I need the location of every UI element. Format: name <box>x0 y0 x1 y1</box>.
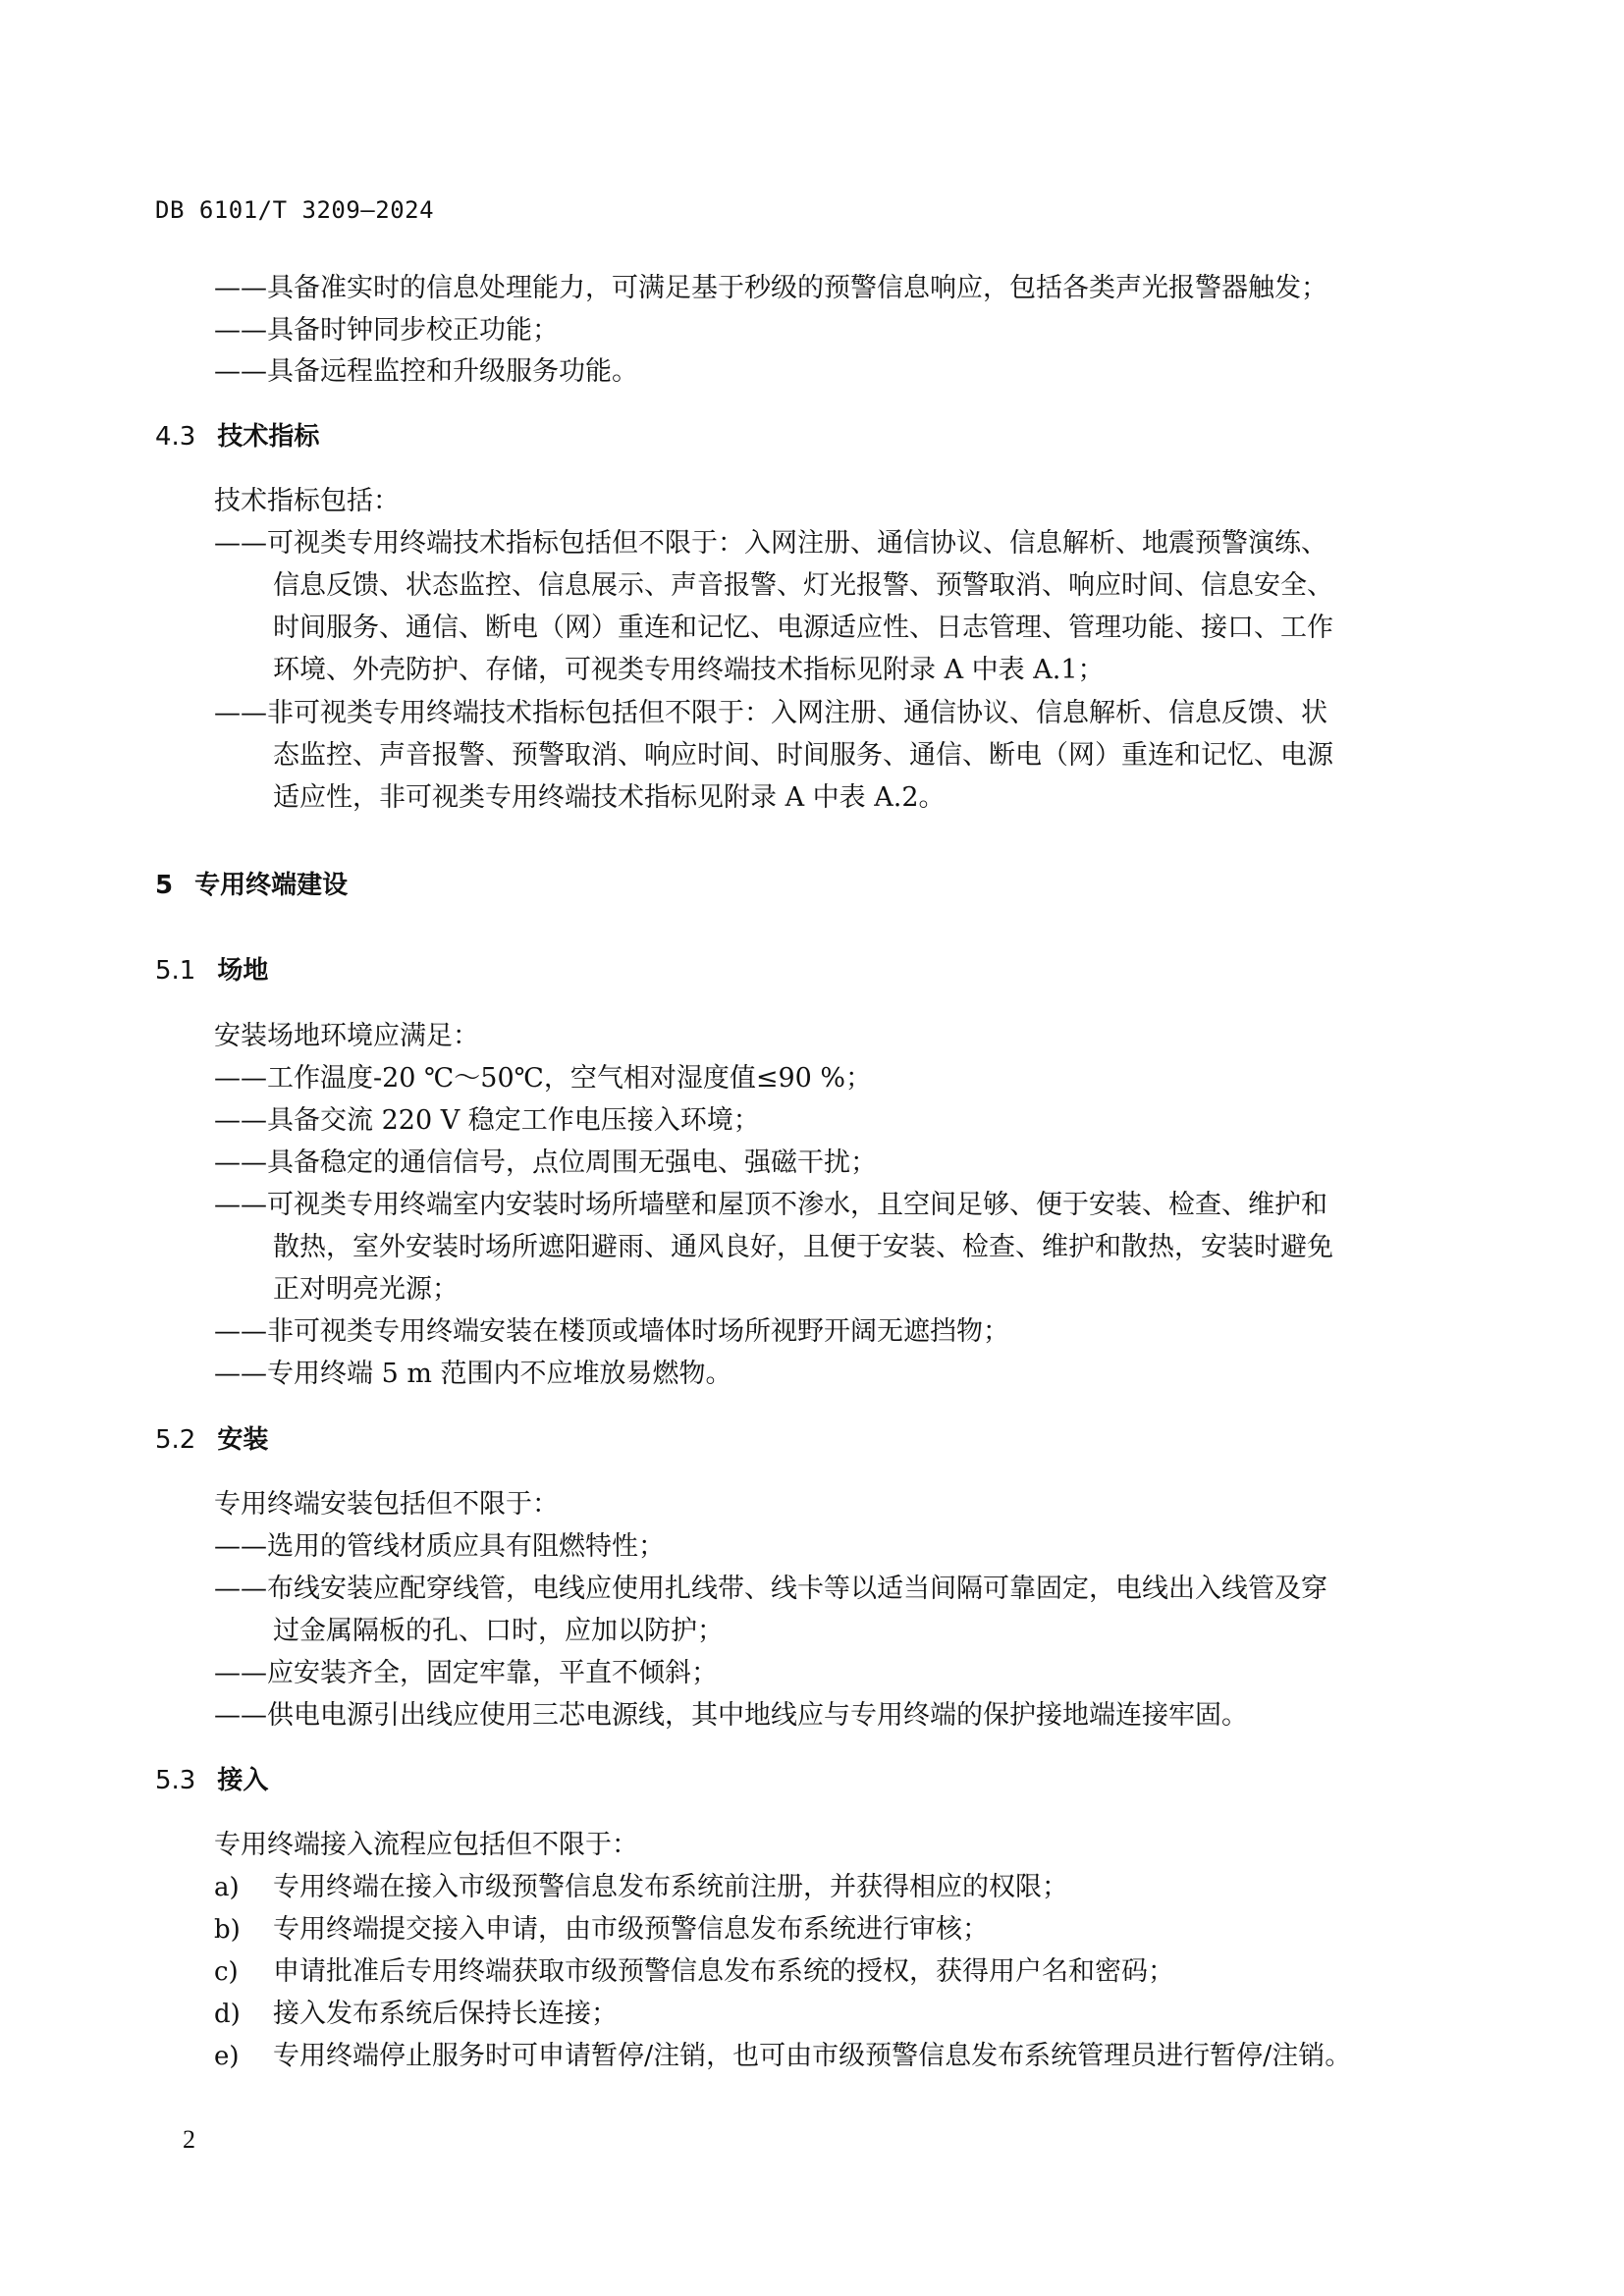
section-number: 5.2 <box>155 1425 196 1455</box>
list-item: ——专用终端 5 m 范围内不应堆放易燃物。 <box>214 1359 732 1389</box>
list-item: ——具备远程监控和升级服务功能。 <box>214 356 638 387</box>
list-item: 专用终端在接入市级预警信息发布系统前注册，并获得相应的权限； <box>273 1872 1068 1902</box>
list-item: ——可视类专用终端技术指标包括但不限于：入网注册、通信协议、信息解析、地震预警演练、 <box>214 528 1327 559</box>
section-heading-5 <box>155 864 348 907</box>
list-item-label: b) <box>214 1915 241 1945</box>
section-title: 接入 <box>217 1766 269 1795</box>
list-item-label: d) <box>214 2000 241 2029</box>
section-title: 场地 <box>217 956 269 986</box>
list-item: ——布线安装应配穿线管，电线应使用扎线带、线卡等以适当间隔可靠固定，电线出入线管及穿 <box>214 1574 1327 1604</box>
list-item-continuation: 适应性，非可视类专用终端技术指标见附录 A 中表 A.2。 <box>273 782 946 813</box>
list-item-continuation: 信息反馈、状态监控、信息展示、声音报警、灯光报警、预警取消、响应时间、信息安全、 <box>273 570 1333 601</box>
section-number: 5.3 <box>155 1766 196 1795</box>
list-item: 专用终端提交接入申请，由市级预警信息发布系统进行审核； <box>273 1914 989 1945</box>
section-heading-5-1 <box>155 949 268 992</box>
section-title: 安装 <box>217 1425 269 1455</box>
section-heading-5-2 <box>155 1418 268 1462</box>
section-number: 5.1 <box>155 956 196 986</box>
list-item: 专用终端停止服务时可申请暂停/注销，也可由市级预警信息发布系统管理员进行暂停/注销。 <box>273 2041 1352 2071</box>
section-number: 5 <box>155 871 174 900</box>
section-number: 4.3 <box>155 422 196 452</box>
list-item-label: e) <box>214 2042 240 2071</box>
list-item: ——具备稳定的通信信号，点位周围无强电、强磁干扰； <box>214 1148 877 1178</box>
list-item-label: a) <box>214 1873 240 1902</box>
paragraph-intro: 专用终端安装包括但不限于： <box>214 1489 559 1520</box>
section-title: 技术指标 <box>217 422 320 452</box>
list-item: ——可视类专用终端室内安装时场所墙壁和屋顶不渗水，且空间足够、便于安装、检查、维护和 <box>214 1190 1327 1220</box>
page-number: 2 <box>183 2125 195 2154</box>
list-item-continuation: 散热，室外安装时场所遮阳避雨、通风良好，且便于安装、检查、维护和散热，安装时避免 <box>273 1232 1333 1262</box>
list-item-continuation: 态监控、声音报警、预警取消、响应时间、时间服务、通信、断电（网）重连和记忆、电源 <box>273 740 1333 771</box>
list-item: ——非可视类专用终端技术指标包括但不限于：入网注册、通信协议、信息解析、信息反馈、状 <box>214 698 1327 728</box>
list-item: ——非可视类专用终端安装在楼顶或墙体时场所视野开阔无遮挡物； <box>214 1316 1009 1347</box>
list-item: ——具备准实时的信息处理能力，可满足基于秒级的预警信息响应，包括各类声光报警器触发； <box>214 273 1327 303</box>
list-item: ——供电电源引出线应使用三芯电源线，其中地线应与专用终端的保护接地端连接牢固。 <box>214 1700 1248 1731</box>
list-item: ——选用的管线材质应具有阻燃特性； <box>214 1531 665 1562</box>
list-item: ——具备交流 220 V 稳定工作电压接入环境； <box>214 1105 760 1136</box>
list-item-continuation: 正对明亮光源； <box>273 1274 459 1305</box>
list-item: 接入发布系统后保持长连接； <box>273 1999 618 2029</box>
standard-id: DB 6101/T 3209—2024 <box>155 196 435 224</box>
list-item-continuation: 环境、外壳防护、存储，可视类专用终端技术指标见附录 A 中表 A.1； <box>273 655 1105 685</box>
list-item-continuation: 时间服务、通信、断电（网）重连和记忆、电源适应性、日志管理、管理功能、接口、工作 <box>273 613 1333 643</box>
paragraph-intro: 安装场地环境应满足： <box>214 1021 479 1051</box>
list-item: ——工作温度-20 ℃～50℃，空气相对湿度值≤90 %； <box>214 1063 873 1094</box>
paragraph-intro: 专用终端接入流程应包括但不限于： <box>214 1830 638 1860</box>
list-item: ——应安装齐全，固定牢靠，平直不倾斜； <box>214 1658 718 1688</box>
section-heading-5-3 <box>155 1759 268 1802</box>
section-heading-4-3 <box>155 415 319 458</box>
list-item: 申请批准后专用终端获取市级预警信息发布系统的授权，获得用户名和密码； <box>273 1956 1174 1987</box>
paragraph-intro: 技术指标包括： <box>214 486 400 516</box>
list-item: ——具备时钟同步校正功能； <box>214 315 559 346</box>
section-title: 专用终端建设 <box>194 871 349 900</box>
list-item-continuation: 过金属隔板的孔、口时，应加以防护； <box>273 1616 724 1646</box>
list-item-label: c) <box>214 1957 239 1987</box>
